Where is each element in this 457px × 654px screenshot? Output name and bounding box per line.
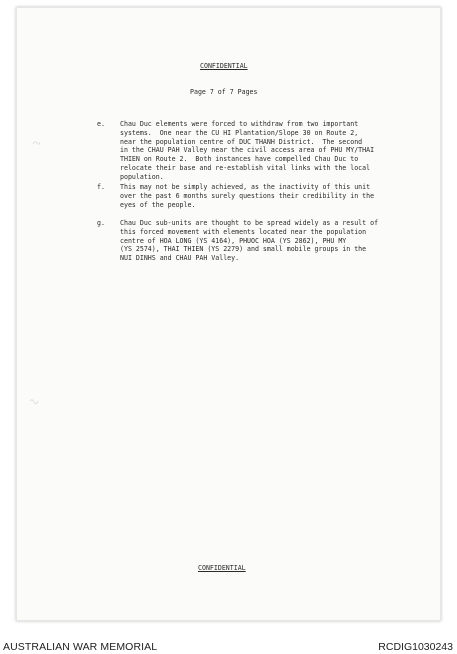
- paper-mark-icon: [29, 396, 39, 406]
- text-line: this forced movement with elements located near the population: [120, 227, 367, 236]
- text-line: NUI DINHS and CHAU PAH Valley.: [120, 254, 240, 263]
- paragraph-body: [120, 183, 374, 209]
- text-line: Chau Duc sub-units are thought to be spread widely as a result of: [120, 219, 379, 227]
- header-classification: CONFIDENTIAL: [200, 62, 248, 70]
- text-line: population.: [120, 172, 164, 181]
- text-line: Chau Duc elements were forced to withdraw from two important: [120, 120, 359, 128]
- text-line: in the CHAU PAH Valley near the civil access area of PHU MY/THAI: [120, 146, 375, 155]
- text-line: over the past 6 months surely questions their credibility in the: [120, 191, 375, 200]
- text-line: THIEN on Route 2. Both instances have compelled Chau Duc to: [120, 155, 359, 164]
- document-page: [16, 7, 441, 621]
- paragraph-letter: g.: [97, 219, 105, 227]
- paragraph-letter: f.: [97, 183, 105, 191]
- text-line: eyes of the people.: [120, 200, 196, 209]
- paragraph-body: [120, 120, 374, 182]
- archive-reference: RCDIG1030243: [378, 641, 453, 653]
- paragraph-body: [120, 219, 378, 263]
- text-line: (YS 2574), THAI THIEN (YS 2279) and small mobile groups in the: [120, 245, 367, 254]
- page-indicator: Page 7 of 7 Pages: [190, 88, 258, 96]
- text-line: near the population centre of DUC THANH District. The second: [120, 137, 363, 146]
- paper-mark-icon: [31, 138, 41, 148]
- text-line: centre of HOA LONG (YS 4164), PHUOC HOA (YS 2862), PHU MY: [120, 236, 347, 245]
- text-line: relocate their base and re-establish vital links with the local: [120, 163, 371, 172]
- text-line: systems. One near the CU HI Plantation/Slope 30 on Route 2,: [120, 128, 359, 137]
- paragraph-letter: e.: [97, 120, 105, 128]
- text-line: This may not be simply achieved, as the inactivity of this unit: [120, 183, 371, 191]
- footer-classification: CONFIDENTIAL: [198, 564, 246, 572]
- archive-institution: AUSTRALIAN WAR MEMORIAL: [3, 641, 158, 653]
